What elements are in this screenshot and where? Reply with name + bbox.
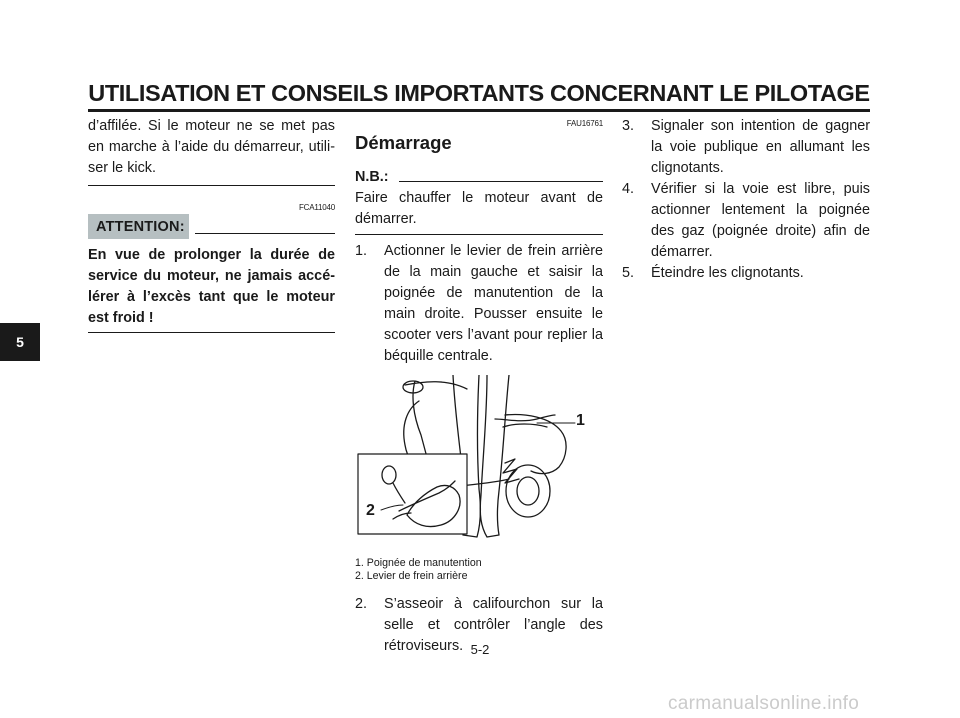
column-right bbox=[622, 116, 870, 284]
chapter-tab: 5 bbox=[0, 323, 40, 361]
section-rule bbox=[88, 185, 335, 186]
step-number: 4. bbox=[622, 181, 635, 197]
figure-caption-2: 2. Levier de frein arrière bbox=[355, 570, 468, 582]
rear-wheel-hub bbox=[517, 477, 539, 505]
list-item bbox=[622, 116, 870, 179]
scooter-seat bbox=[503, 424, 547, 427]
column-left bbox=[88, 116, 335, 333]
section-code: FAU16761 bbox=[566, 119, 603, 128]
chapter-header-title: UTILISATION ET CONSEILS IMPORTANTS CONCERNANT LE PILOTAGE bbox=[88, 80, 870, 106]
note-text: Faire chauffer le moteur avant de démarrer. bbox=[355, 190, 603, 227]
note-heading-rule bbox=[399, 181, 603, 182]
step-number: 3. bbox=[622, 118, 635, 134]
callout-2: 2 bbox=[366, 502, 375, 519]
list-item bbox=[622, 179, 870, 263]
caution-heading-rule bbox=[195, 233, 335, 234]
step-text: Vérifier si la voie est libre, puis actionner lentement la poignée des gaz (poignée droite) afin de démarrer. bbox=[651, 181, 870, 260]
rear-wheel bbox=[506, 465, 550, 517]
note-end-rule bbox=[355, 234, 603, 235]
scooter-figure bbox=[355, 375, 603, 551]
detail-inset-box bbox=[358, 454, 467, 534]
caution-text: En vue de prolonger la durée de service du moteur, ne jamais accé-lérer à l’excès tant que le moteur est froid ! bbox=[88, 247, 335, 326]
list-item bbox=[355, 241, 603, 367]
column-middle bbox=[355, 116, 603, 657]
list-item bbox=[622, 263, 870, 284]
step-number: 5. bbox=[622, 265, 635, 281]
caution-label: ATTENTION: bbox=[88, 214, 189, 239]
caution-heading bbox=[88, 214, 335, 239]
section-title: Démarrage bbox=[355, 132, 452, 153]
step-number: 1. bbox=[355, 243, 368, 259]
step-text: S’asseoir à califourchon sur la selle et contrôler l’angle des rétroviseurs. bbox=[384, 596, 603, 654]
header-rule bbox=[88, 109, 870, 112]
scooter-illustration bbox=[355, 375, 603, 551]
page-number: 5-2 bbox=[470, 642, 490, 657]
figure-caption-1: 1. Poignée de manutention bbox=[355, 557, 482, 569]
callout-1: 1 bbox=[576, 412, 585, 429]
caution-end-rule bbox=[88, 332, 335, 333]
start-steps-list-right bbox=[622, 116, 870, 284]
start-steps-list bbox=[355, 241, 603, 367]
caution-code: FCA11040 bbox=[298, 203, 335, 212]
step-text: Éteindre les clignotants. bbox=[651, 265, 804, 281]
step-text: Actionner le levier de frein arrière de la main gauche et saisir la poignée de manutention de la main droite. Pousser ensuite le scooter vers l’avant pour replier la béquille centrale. bbox=[384, 243, 603, 364]
note-heading bbox=[355, 167, 603, 188]
continuation-paragraph: d’affilée. Si le moteur ne se met pas en marche à l’aide du démarreur, utili-ser le kick. bbox=[88, 118, 335, 176]
note-label: N.B.: bbox=[355, 169, 389, 185]
person-leg-right bbox=[480, 375, 509, 537]
step-text: Signaler son intention de gagner la voie publique en allumant les clignotants. bbox=[651, 118, 870, 176]
step-number: 2. bbox=[355, 596, 368, 612]
front-steering-column bbox=[413, 381, 429, 465]
watermark: carmanualsonline.info bbox=[668, 693, 860, 714]
